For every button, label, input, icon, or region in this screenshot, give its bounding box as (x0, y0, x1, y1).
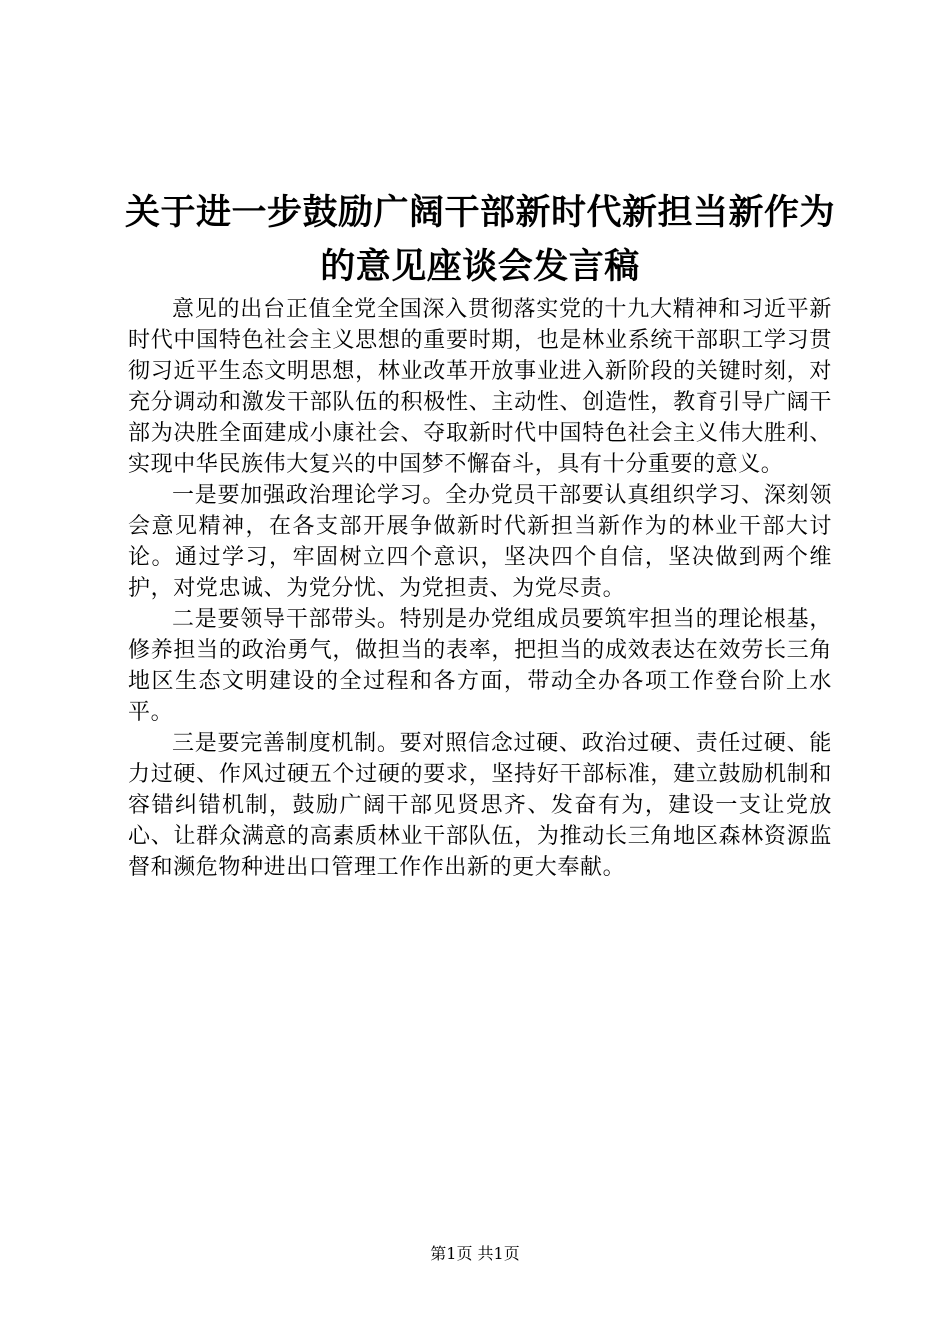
paragraph-intro: 意见的出台正值全党全国深入贯彻落实党的十九大精神和习近平新时代中国特色社会主义思想的重要时期，也是林业系统干部职工学习贯彻习近平生态文明思想，林业改革开放事业进入新阶段的关键时刻，对充分调动和激发干部队伍的积极性、主动性、创造性，教育引导广阔干部为决胜全面建成小康社会、夺取新时代中国特色社会主义伟大胜利、实现中华民族伟大复兴的中国梦不懈奋斗，具有十分重要的意义。 (128, 297, 832, 477)
paragraph-point-2: 二是要领导干部带头。特别是办党组成员要筑牢担当的理论根基，修养担当的政治勇气，做担当的表率，把担当的成效表达在效劳长三角地区生态文明建设的全过程和各方面，带动全办各项工作登台阶上水平。 (128, 607, 832, 725)
title-line-2: 的意见座谈会发言稿 (320, 247, 640, 287)
document-body (128, 294, 832, 883)
title-line-1: 关于进一步鼓励广阔干部新时代新担当新作为 (124, 193, 835, 233)
page-footer: 第1页 共1页 (430, 1244, 520, 1263)
paragraph-point-1: 一是要加强政治理论学习。全办党员干部要认真组织学习、深刻领会意见精神，在各支部开展争做新时代新担当新作为的林业干部大讨论。通过学习，牢固树立四个意识，坚决四个自信，坚决做到两个维护，对党忠诚、为党分忧、为党担责、为党尽责。 (128, 483, 832, 601)
paragraph-point-3: 三是要完善制度机制。要对照信念过硬、政治过硬、责任过硬、能力过硬、作风过硬五个过硬的要求，坚持好干部标准，建立鼓励机制和容错纠错机制，鼓励广阔干部见贤思齐、发奋有为，建设一支让党放心、让群众满意的高素质林业干部队伍，为推动长三角地区森林资源监督和濒危物种进出口管理工作作出新的更大奉献。 (128, 731, 832, 880)
document-title (120, 186, 840, 294)
